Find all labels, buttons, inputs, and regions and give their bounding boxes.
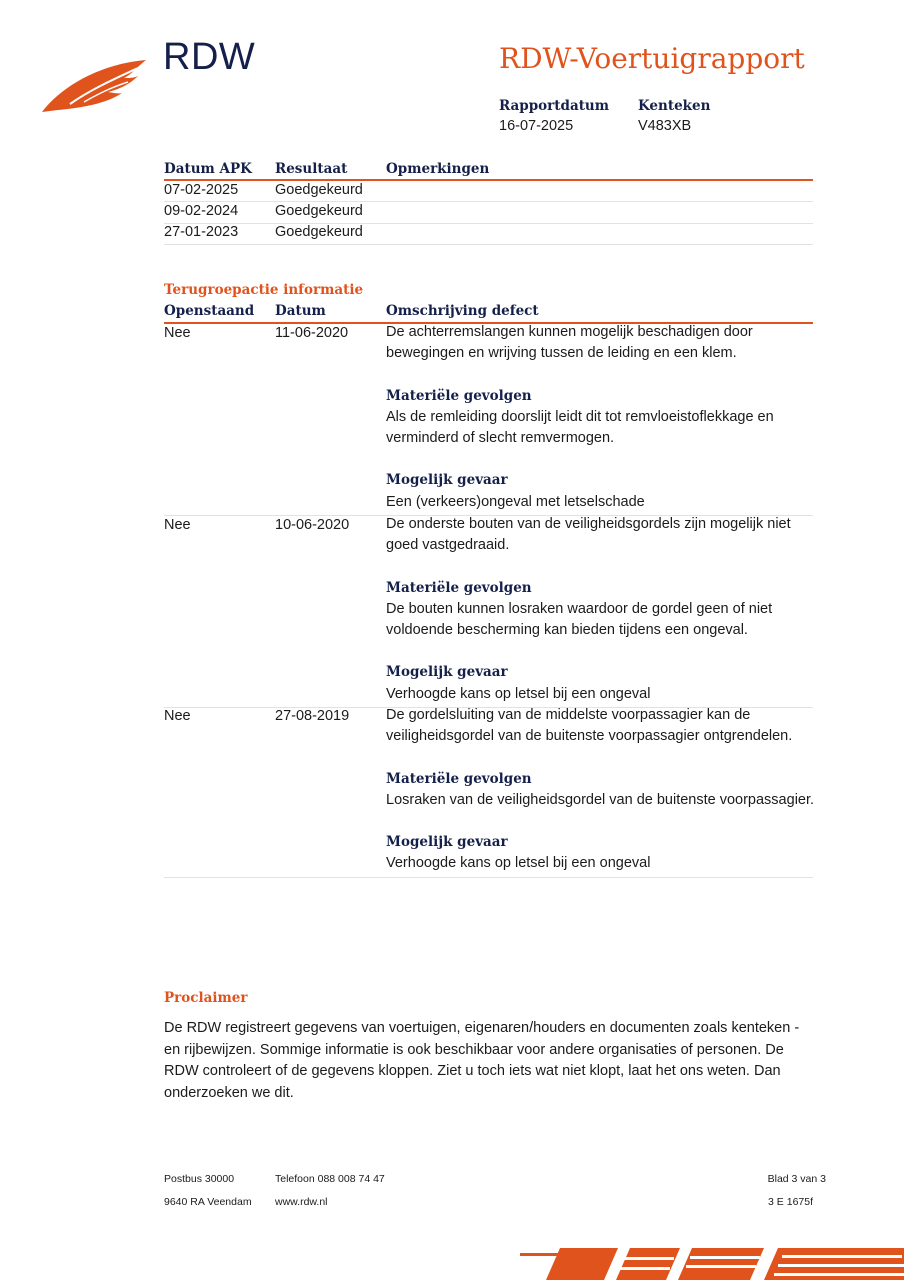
recall-defect [386,705,816,875]
apk-header-date: Datum APK [164,161,252,177]
apk-date: 27-01-2023 [164,224,239,240]
recall-header-description: Omschrijving defect [386,303,539,319]
defect-consequences: De bouten kunnen losraken waardoor de gordel geen of niet voldoende bescherming kan bieden tijdens een ongeval. [386,600,773,639]
row-divider [164,877,813,878]
rdw-logo-icon [40,56,148,114]
license-plate-value: V483XB [638,118,692,134]
footer-page-number: Blad 3 van 3 [767,1173,826,1185]
defect-danger: Verhoogde kans op letsel bij een ongeval [386,855,651,872]
recall-date: 11-06-2020 [275,325,349,341]
defect-description: De achterremslangen kunnen mogelijk beschadigen door bewegingen en wrijving tussen de leiding en een klem. [386,324,753,362]
defect-description: De onderste bouten van de veiligheidsgordels zijn mogelijk niet goed vastgedraaid. [386,516,791,554]
proclaimer-title: Proclaimer [164,990,248,1006]
footer-address-line2: 9640 RA Veendam [164,1196,252,1208]
report-date-label: Rapportdatum [499,98,610,114]
report-title: RDW-Voertuigrapport [499,42,805,75]
apk-date: 07-02-2025 [164,182,239,198]
consequences-label: Materiële gevolgen [386,579,532,596]
danger-label: Mogelijk gevaar [386,834,508,851]
danger-label: Mogelijk gevaar [386,472,508,489]
apk-date: 09-02-2024 [164,203,239,219]
recall-open: Nee [164,517,191,533]
recall-date: 10-06-2020 [275,517,350,533]
defect-danger: Verhoogde kans op letsel bij een ongeval [386,685,651,702]
recall-header-date: Datum [275,303,326,319]
apk-header-result: Resultaat [275,161,348,177]
apk-result: Goedgekeurd [275,203,363,219]
recall-open: Nee [164,708,191,724]
license-plate-label: Kenteken [638,98,711,114]
recall-section-title: Terugroepactie informatie [164,282,364,298]
defect-danger: Een (verkeers)ongeval met letselschade [386,493,645,510]
footer-document-code: 3 E 1675f [768,1196,813,1208]
proclaimer-text: De RDW registreert gegevens van voertuigen, eigenaren/houders en documenten zoals kenteken - en rijbewijzen. Sommige informatie is ook beschikbaar voor andere organisaties of personen. De RDW controleert of de gegevens kloppen. Ziet u toch iets wat niet klopt, laat het ons weten. Dan onderzoeken we dit. [164,1020,800,1101]
row-divider [164,201,813,202]
defect-consequences: Als de remleiding doorslijt leidt dit tot remvloeistoflekkage en verminderd of slecht remvermogen. [386,408,774,447]
row-divider [164,223,813,224]
recall-defect [386,322,816,513]
consequences-label: Materiële gevolgen [386,387,532,404]
recall-header-open: Openstaand [164,303,255,319]
row-divider [164,244,813,245]
footer-phone: Telefoon 088 008 74 47 [275,1173,385,1185]
footer-address-line1: Postbus 30000 [164,1173,235,1185]
apk-result: Goedgekeurd [275,224,363,240]
footer-website-link[interactable]: www.rdw.nl [275,1196,328,1208]
decorative-stripes-icon [520,1240,904,1280]
apk-result: Goedgekeurd [275,182,363,198]
recall-defect [386,514,816,705]
defect-consequences: Losraken van de veiligheidsgordel van de buitenste voorpassagier. [386,791,815,808]
consequences-label: Materiële gevolgen [386,770,532,787]
danger-label: Mogelijk gevaar [386,664,508,681]
defect-description: De gordelsluiting van de middelste voorpassagier kan de veiligheidsgordel van de buitenste voorpassagier ontgrendelen. [386,707,793,745]
apk-header-remarks: Opmerkingen [386,161,490,177]
report-date-value: 16-07-2025 [499,118,574,134]
recall-open: Nee [164,325,191,341]
brand-name: RDW [163,36,256,78]
apk-header-rule [164,179,813,181]
recall-date: 27-08-2019 [275,708,350,724]
